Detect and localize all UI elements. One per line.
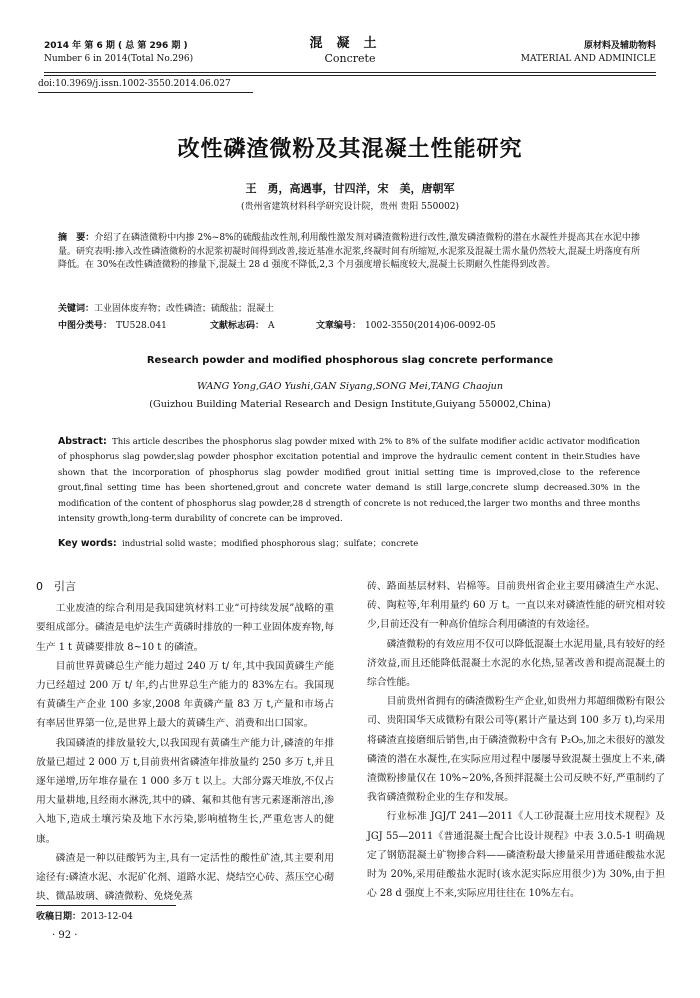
- authors-en: WANG Yong,GAO Yushi,GAN Siyang,SONG Mei,TANG Chaojun: [196, 381, 504, 392]
- doc-label: 文献标志码：: [210, 321, 265, 331]
- paragraph: 行业标准 JGJ/T 241—2011《人工砂混凝土应用技术规程》及 JGJ 55—2011《普通混凝土配合比设计规程》中表 3.0.5-1 明确规定了钢筋混凝土矿物掺合料——磷渣粉最大掺量采用普通硅酸盐水泥时为 20%,采用硅酸盐水泥时(该水泥实际应用很少)为 30%,由于担心 28 d 强度上不来,实际应用往往在 10%左右。: [367, 811, 665, 900]
- section-zh: 原材料及辅助物料: [583, 41, 656, 51]
- footnote-rule: [36, 905, 176, 906]
- body-column-right: [367, 577, 665, 903]
- doi: doi:10.3969/j.issn.1002-3550.2014.06.027: [38, 79, 231, 89]
- journal-zh: 混凝土: [309, 36, 391, 51]
- keywords-zh: [58, 303, 640, 316]
- affiliation: (贵州省建筑材料科学研究设计院，贵州 贵阳 550002): [240, 202, 460, 212]
- body-column-left: [36, 577, 334, 906]
- paragraph: 工业废渣的综合利用是我国建筑材料工业“可持续发展”战略的重要组成部分。磷渣是电炉法生产黄磷时排放的一种工业固体废弃物,每生产 1 t 黄磷要排放 8~10 t 的磷渣。: [36, 603, 334, 653]
- running-header: [44, 36, 656, 70]
- paragraph: 砖、路面基层材料、岩棉等。目前贵州省企业主要用磷渣生产水泥、砖、陶粒等,年利用量约 60 万 t。一直以来对磷渣性能的研究相对较少,目前还没有一种高价值综合利用磷渣的有效途径。: [367, 581, 665, 631]
- keywords-zh-text: 工业固体废弃物；改性磷渣；硫酸盐；混凝土: [94, 304, 275, 314]
- issue-zh: 2014 年 第 6 期 ( 总 第 296 期 ): [44, 41, 188, 51]
- affiliation-en: (Guizhou Building Material Research and Design Institute,Guiyang 550002,China): [149, 399, 551, 410]
- paragraph: 磷渣是一种以硅酸钙为主,具有一定活性的酸性矿渣,其主要利用途径有:磷渣水泥、水泥矿化剂、道路水泥、烧结空心砖、蒸压空心砌块、微晶玻璃、磷渣微粉、免烧免蒸: [36, 852, 334, 903]
- paragraph: 目前贵州省拥有的磷渣微粉生产企业,如贵州力邦超细微粉有限公司、贵阳国华天成微粉有限公司等(累计产量达到 100 多万 t),均采用将磷渣直接磨细后销售,由于磷渣微粉中含有 P₂O₅,加之未很好的激发磷渣的潜在水凝性,在实际应用过程中屡屡导致混凝土强度上不来,磷渣微粉掺量仅在 10%~20%,各预拌混凝土公司反映不好,严重制约了我省磷渣微粉企业的生存和发展。: [367, 696, 665, 804]
- received-value: 2013-12-04: [81, 912, 133, 922]
- journal-en: Concrete: [324, 52, 376, 65]
- keywords-zh-label: 关键词：: [58, 304, 95, 314]
- keywords-en-text: industrial solid waste；modified phosphorous slag；sulfate；concrete: [121, 538, 419, 548]
- abstract-zh-text: 介绍了在磷渣微粉中内掺 2%~8%的硫酸盐改性剂,利用酸性激发剂对磷渣微粉进行改性,激发磷渣微粉的潜在水凝性并提高其在水泥中掺量。研究表明:掺入改性磷渣微粉的水泥浆初凝时间得到改善,接近基准水泥浆,终凝时间有所缩短,水泥浆及混凝土需水量仍然较大,混凝土坍落度有所降低。在 30%在改性磷渣微粉的掺量下,混凝土 28 d 强度不降低,2,3 个月强度增长幅度较大,混凝土长期耐久性能得到改善。: [58, 233, 640, 271]
- page-number: · 92 ·: [52, 930, 78, 941]
- authors: 王 勇，高遇事，甘四洋，宋 美，唐朝军: [245, 182, 455, 195]
- doc-field: [210, 320, 275, 333]
- clc-value: TU528.041: [116, 321, 167, 331]
- section-heading: 0 引言: [36, 580, 76, 593]
- paragraph: 目前世界黄磷总生产能力超过 240 万 t/ 年,其中我国黄磷生产能力已经超过 200 万 t/ 年,约占世界总生产能力的 83%左右。我国现有黄磷生产企业 100 多家,2008 年黄磷产量 83 万 t,产量和市场占有率居世界第一位,是世界上最大的黄磷生产、消费和出口国家。: [36, 660, 334, 730]
- paragraph: 我国磷渣的排放量较大,以我国现有黄磷生产能力计,磷渣的年排放量已超过 2 000 万 t,目前贵州省磷渣年排放量约 250 多万 t,并且逐年递增,历年堆存量在 1 000 多万 t 以上。大部分露天堆放,不仅占用大量耕地,且经雨水淋洗,其中的磷、氟和其他有害元素逐渐溶出,渗入地下,造成土壤污染及地下水污染,影响植物生长,严重危害人的健康。: [36, 737, 334, 845]
- art-label: 文章编号：: [316, 321, 362, 331]
- doi-rule: [38, 92, 253, 93]
- received-label: 收稿日期：: [36, 912, 82, 922]
- section-en: MATERIAL AND ADMINICLE: [520, 54, 656, 64]
- paragraph: 磷渣微粉的有效应用不仅可以降低混凝土水泥用量,具有较好的经济效益,而且还能降低混凝土水泥的水化热,显著改善和提高混凝土的综合性能。: [367, 638, 665, 689]
- paper-title-en: Research powder and modified phosphorous slag concrete performance: [146, 355, 554, 366]
- header-rule-thin: [44, 75, 656, 76]
- keywords-en-label: Key words:: [58, 538, 117, 549]
- abstract-zh-label: 摘 要：: [58, 233, 95, 243]
- abstract-en-label: Abstract:: [58, 436, 107, 447]
- clc-label: 中图分类号：: [58, 321, 113, 331]
- clc-field: [58, 320, 167, 333]
- art-value: 1002-3550(2014)06-0092-05: [365, 321, 496, 331]
- keywords-en: [58, 537, 640, 550]
- art-field: [316, 320, 496, 333]
- header-rule-thick: [44, 72, 656, 73]
- issue-en: Number 6 in 2014(Total No.296): [44, 54, 194, 64]
- abstract-en-text: This article describes the phosphorus slag powder mixed with 2% to 8% of the sulfate modifier acidic activator modification of phosphorus slag powder,slag powder phosphor excitation potential and improve the hydraulic cement content in their.Studies have shown that the incorporation of phosphorus slag powder modified grout initial setting time is improved,close to the reference grout,final setting time has been shortened,grout and concrete water demand is still large,concrete slump decreased.30% in the modification of the content of phosphorus slag powder,28 d strength of concrete is not reduced,the larger two months and three months intensity growth,long-term durability of concrete can be improved.: [58, 436, 640, 524]
- abstract-zh: [58, 232, 640, 273]
- abstract-en: [58, 434, 640, 526]
- doc-value: A: [268, 321, 275, 331]
- paper-title: 改性磷渣微粉及其混凝土性能研究: [177, 137, 523, 162]
- received-date: [36, 909, 133, 922]
